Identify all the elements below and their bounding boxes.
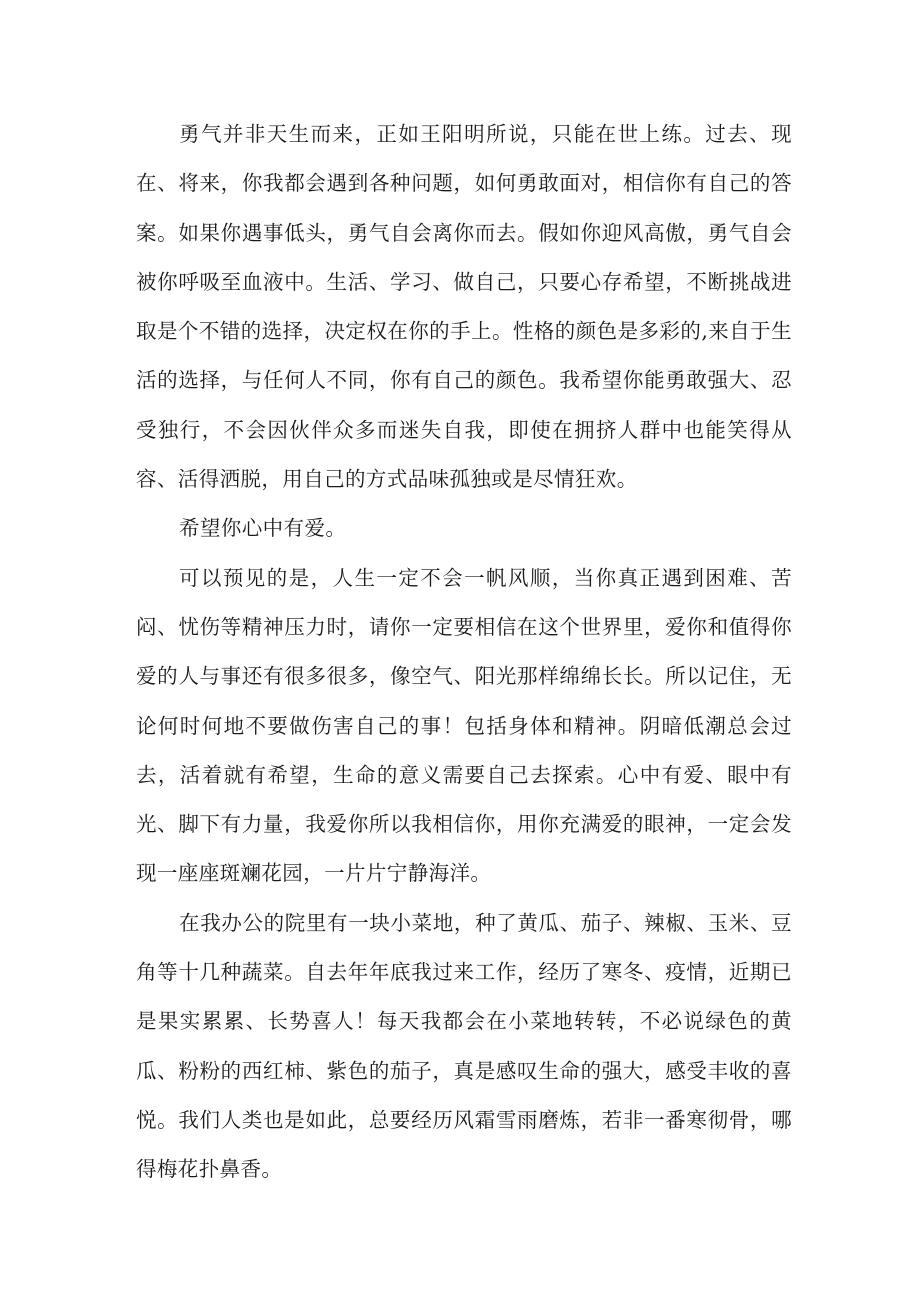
paragraph-courage: 勇气并非天生而来，正如王阳明所说，只能在世上练。过去、现在、将来，你我都会遇到各种问题，如何勇敢面对，相信你有自己的答案。如果你遇事低头，勇气自会离你而去。假如你迎风高傲，勇气自会被你呼吸至血液中。生活、学习、做自己，只要心存希望，不断挑战进取是个不错的选择，决定权在你的手上。性格的颜色是多彩的,来自于生活的选择，与任何人不同，你有自己的颜色。我希望你能勇敢强大、忍受独行，不会因伙伴众多而迷失自我，即使在拥挤人群中也能笑得从容、活得洒脱，用自己的方式品味孤独或是尽情狂欢。 bbox=[136, 122, 792, 492]
paragraph-love: 可以预见的是，人生一定不会一帆风顺，当你真正遇到困难、苦闷、忧伤等精神压力时，请你一定要相信在这个世界里，爱你和值得你爱的人与事还有很多很多，像空气、阳光那样绵绵长长。所以记住，无论何时何地不要做伤害自己的事！包括身体和精神。阴暗低潮总会过去，活着就有希望，生命的意义需要自己去探索。心中有爱、眼中有光、脚下有力量，我爱你所以我相信你，用你充满爱的眼神，一定会发现一座座斑斓花园，一片片宁静海洋。 bbox=[136, 565, 792, 886]
document-body bbox=[136, 110, 792, 1195]
paragraph-love-heading: 希望你心中有爱。 bbox=[179, 516, 347, 541]
paragraph-garden: 在我办公的院里有一块小菜地，种了黄瓜、茄子、辣椒、玉米、豆角等十几种蔬菜。自去年年底我过来工作，经历了寒冬、疫情，近期已是果实累累、长势喜人！每天我都会在小菜地转转，不必说绿色的黄瓜、粉粉的西红柿、紫色的茄子，真是感叹生命的强大，感受丰收的喜悦。我们人类也是如此，总要经历风霜雪雨磨炼，若非一番寒彻骨，哪得梅花扑鼻香。 bbox=[136, 910, 792, 1182]
